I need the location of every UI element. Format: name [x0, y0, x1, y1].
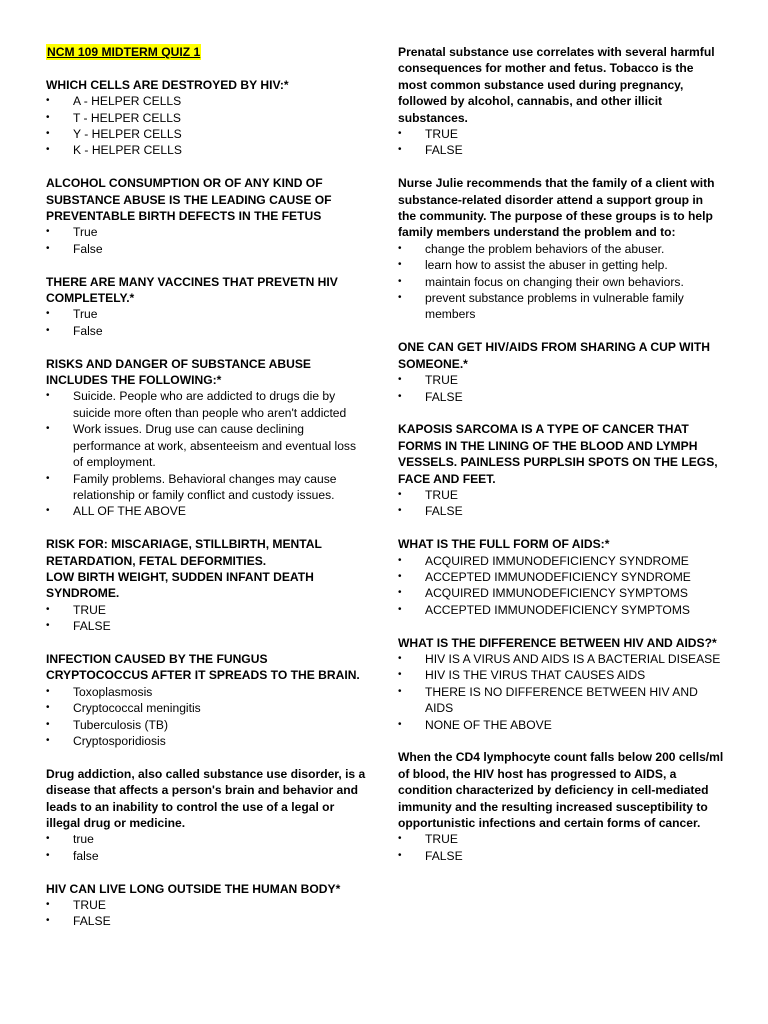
right-column [398, 44, 724, 881]
question-block [398, 635, 724, 733]
question-block [398, 339, 724, 405]
question-block [46, 766, 368, 864]
option-item: • True [46, 224, 368, 240]
option-item: • False [46, 323, 368, 339]
option-item: • Toxoplasmosis [46, 684, 368, 700]
option-item: • FALSE [398, 142, 724, 158]
question-text: Prenatal substance use correlates with several harmful consequences for mother and fetus. Tobacco is the most common substance used during pregnancy, followed by alcohol, cannabis, and other illicit substances. [398, 45, 715, 125]
option-item: • false [46, 848, 368, 864]
option-item: • Cryptococcal meningitis [46, 700, 368, 716]
option-list [46, 224, 368, 257]
option-item: • maintain focus on changing their own behaviors. [398, 274, 724, 290]
question-text: WHAT IS THE FULL FORM OF AIDS:* [398, 537, 610, 552]
option-item: • ACCEPTED IMMUNODEFICIENCY SYNDROME [398, 569, 724, 585]
option-item: • change the problem behaviors of the abuser. [398, 241, 724, 257]
option-item: • ACCEPTED IMMUNODEFICIENCY SYMPTOMS [398, 602, 724, 618]
left-column [46, 44, 368, 946]
option-list [398, 372, 724, 405]
question-text: When the CD4 lymphocyte count falls below 200 cells/ml of blood, the HIV host has progressed to AIDS, a condition characterized by deficiency in cell-mediated immunity and the resulting increased susceptibility to opportunistic infections and certain forms of cancer. [398, 750, 724, 830]
option-item: • Cryptosporidiosis [46, 733, 368, 749]
option-item: • learn how to assist the abuser in getting help. [398, 257, 724, 273]
option-list [46, 388, 368, 519]
option-item: • THERE IS NO DIFFERENCE BETWEEN HIV AND AIDS [398, 684, 724, 717]
option-item: • FALSE [398, 389, 724, 405]
option-list [46, 684, 368, 750]
option-item: • TRUE [398, 372, 724, 388]
page-title: NCM 109 MIDTERM QUIZ 1 [47, 45, 201, 59]
question-block [398, 421, 724, 519]
question-text: RISKS AND DANGER OF SUBSTANCE ABUSE INCLUDES THE FOLLOWING:* [46, 356, 311, 388]
option-item: • true [46, 831, 368, 847]
option-item: • Y - HELPER CELLS [46, 126, 368, 142]
question-text: THERE ARE MANY VACCINES THAT PREVETN HIV COMPLETELY.* [46, 274, 338, 306]
option-item: • ACQUIRED IMMUNODEFICIENCY SYMPTOMS [398, 585, 724, 601]
question-text: WHICH CELLS ARE DESTROYED BY HIV:* [46, 77, 289, 92]
question-text: Drug addiction, also called substance use disorder, is a disease that affects a person's brain and behavior and leads to an inability to control the use of a legal or illegal drug or medicine. [46, 766, 366, 830]
option-item: • NONE OF THE ABOVE [398, 717, 724, 733]
option-list [398, 651, 724, 733]
option-list [398, 241, 724, 323]
option-list [46, 602, 368, 635]
option-item: • TRUE [46, 897, 368, 913]
option-list [398, 831, 724, 864]
option-item: • Family problems. Behavioral changes may cause relationship or family conflict and custody issues. [46, 471, 368, 504]
option-item: • T - HELPER CELLS [46, 110, 368, 126]
question-block [398, 749, 724, 864]
option-item: • TRUE [398, 831, 724, 847]
left-question-list [46, 77, 368, 930]
question-text: ONE CAN GET HIV/AIDS FROM SHARING A CUP WITH SOMEONE.* [398, 340, 710, 371]
question-block [46, 77, 368, 159]
question-block [46, 881, 368, 930]
question-text: ALCOHOL CONSUMPTION OR OF ANY KIND OF SUBSTANCE ABUSE IS THE LEADING CAUSE OF PREVENTABLE BIRTH DEFECTS IN THE FETUS [46, 176, 332, 224]
option-item: • K - HELPER CELLS [46, 142, 368, 158]
option-item: • FALSE [398, 848, 724, 864]
option-list [46, 831, 368, 864]
option-list [46, 897, 368, 930]
question-text: HIV CAN LIVE LONG OUTSIDE THE HUMAN BODY* [46, 881, 341, 896]
option-item: • FALSE [46, 618, 368, 634]
question-block [46, 356, 368, 520]
option-item: • True [46, 306, 368, 322]
option-item: • False [46, 241, 368, 257]
question-text-continued: LOW BIRTH WEIGHT, SUDDEN INFANT DEATH SYNDROME. [46, 569, 314, 601]
question-block [46, 274, 368, 340]
option-item: • Work issues. Drug use can cause declining performance at work, absenteeism and eventual loss of employment. [46, 421, 368, 470]
option-list [46, 306, 368, 339]
option-item: • HIV IS THE VIRUS THAT CAUSES AIDS [398, 667, 724, 683]
option-list [398, 553, 724, 619]
question-text: KAPOSIS SARCOMA IS A TYPE OF CANCER THAT FORMS IN THE LINING OF THE BLOOD AND LYMPH VESSELS. PAINLESS PURPLSIH SPOTS ON THE LEGS, FACE AND FEET. [398, 422, 718, 486]
option-list [398, 126, 724, 159]
option-item: • ALL OF THE ABOVE [46, 503, 368, 519]
option-item: • Suicide. People who are addicted to drugs die by suicide more often than people who aren't addicted [46, 388, 368, 421]
option-item: • FALSE [398, 503, 724, 519]
question-text: RISK FOR: MISCARIAGE, STILLBIRTH, MENTAL RETARDATION, FETAL DEFORMITIES. [46, 537, 322, 568]
option-item: • HIV IS A VIRUS AND AIDS IS A BACTERIAL DISEASE [398, 651, 724, 667]
option-item: • TRUE [398, 487, 724, 503]
option-item: • TRUE [398, 126, 724, 142]
question-text: WHAT IS THE DIFFERENCE BETWEEN HIV AND AIDS?* [398, 635, 717, 650]
question-block [398, 536, 724, 618]
question-block [46, 651, 368, 749]
option-list [398, 487, 724, 520]
question-block [398, 44, 724, 159]
option-item: • prevent substance problems in vulnerable family members [398, 290, 724, 323]
question-block [398, 175, 724, 323]
option-item: • TRUE [46, 602, 368, 618]
question-block [46, 175, 368, 257]
option-list [46, 93, 368, 159]
option-item: • A - HELPER CELLS [46, 93, 368, 109]
question-text: Nurse Julie recommends that the family of a client with substance-related disorder attend a support group in the community. The purpose of these groups is to help family members understand the problem and to: [398, 176, 715, 240]
question-block [46, 536, 368, 634]
option-item: • FALSE [46, 913, 368, 929]
right-question-list [398, 44, 724, 864]
option-item: • Tuberculosis (TB) [46, 717, 368, 733]
question-text: INFECTION CAUSED BY THE FUNGUS CRYPTOCOCCUS AFTER IT SPREADS TO THE BRAIN. [46, 651, 360, 683]
option-item: • ACQUIRED IMMUNODEFICIENCY SYNDROME [398, 553, 724, 569]
